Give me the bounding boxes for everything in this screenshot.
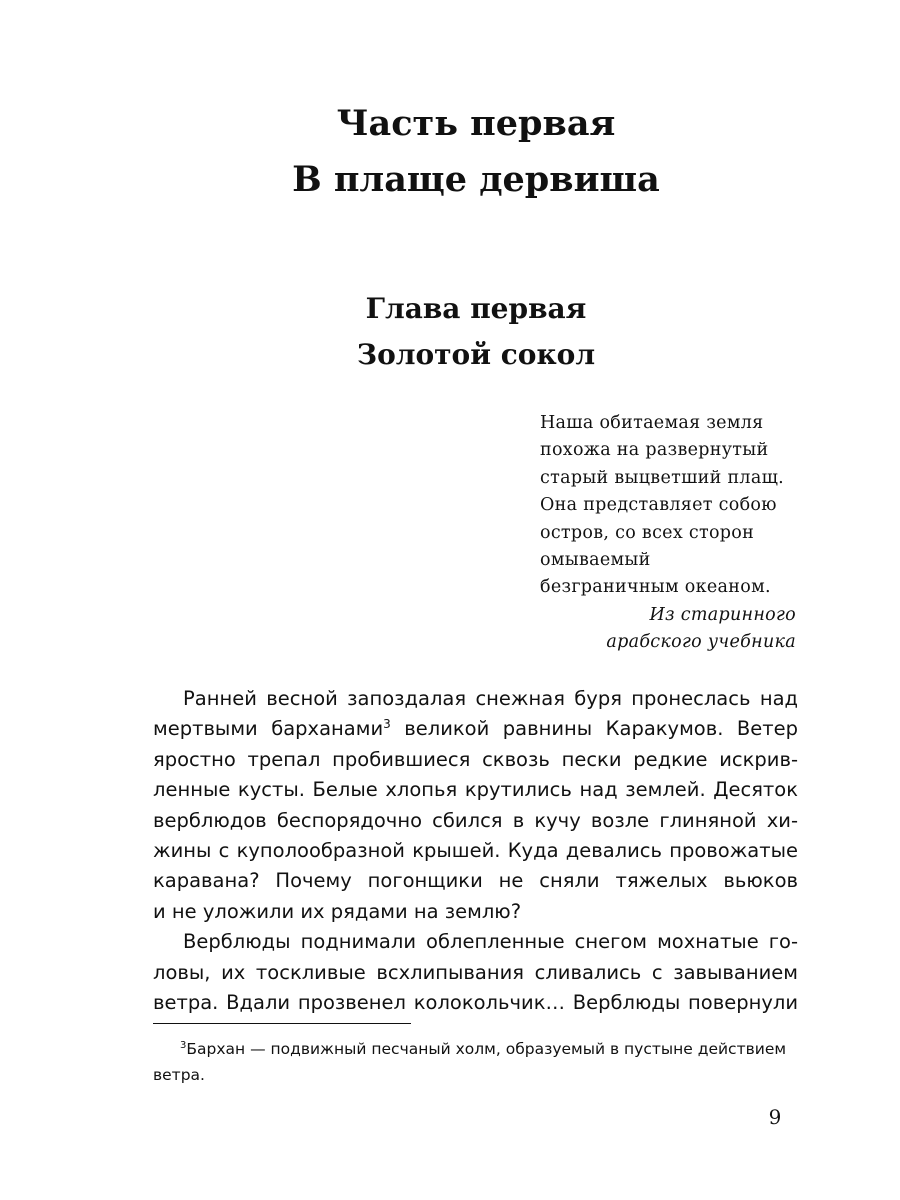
body-line: и не уложили их рядами на землю? — [153, 899, 522, 923]
footnote — [153, 1036, 801, 1088]
part-title-line-1: Часть первая — [336, 103, 616, 144]
footnote-line-2: ветра. — [153, 1066, 205, 1084]
epigraph-line: старый выцветший плащ. — [540, 467, 785, 488]
body-line: жины с куполообразной крышей. Куда девались провожатые — [153, 839, 798, 863]
footnote-divider — [153, 1023, 411, 1024]
epigraph-line: остров, со всех сторон — [540, 522, 755, 543]
epigraph-source-line-2: арабского учебника — [606, 632, 796, 653]
page-number: 9 — [768, 1105, 782, 1129]
body-line — [153, 714, 798, 744]
part-title-line-2: В плаще дервиша — [292, 159, 660, 200]
epigraph-line: Наша обитаемая земля — [540, 413, 764, 433]
body-line-part: мертвыми барханами — [153, 717, 384, 741]
footnote-line-1 — [153, 1036, 801, 1062]
chapter-title-line-1: Глава первая — [365, 292, 587, 325]
epigraph-line: похожа на развернутый — [540, 440, 769, 461]
body-line: верблюдов беспорядочно сбился в кучу возле глиняной хи- — [153, 808, 798, 832]
footnote-reference[interactable]: 3 — [383, 717, 391, 732]
epigraph — [540, 410, 802, 657]
footnote-text: Бархан — подвижный песчаный холм, образуемый в пустыне действием — [186, 1040, 787, 1058]
body-line: ловы, их тоскливые всхлипывания сливались с завыванием — [153, 960, 798, 984]
epigraph-line: безграничным океаном. — [540, 577, 771, 598]
footnote-marker: 3 — [180, 1040, 187, 1051]
epigraph-source-line-1: Из старинного — [649, 604, 796, 625]
chapter-title-line-2: Золотой сокол — [356, 338, 596, 371]
body-line: ленные кусты. Белые хлопья крутились над землей. Десяток — [153, 778, 798, 802]
chapter-title — [0, 286, 900, 378]
body-line: Верблюды поднимали облепленные снегом мохнатые го- — [183, 930, 798, 954]
body-line: каравана? Почему погонщики не сняли тяжелых вьюков — [153, 869, 798, 893]
epigraph-line: Она представляет собою — [540, 495, 777, 516]
body-line-part: великой равнины Каракумов. Ветер — [404, 717, 799, 741]
part-title — [0, 96, 900, 208]
body-text — [153, 684, 798, 1018]
body-line: ветра. Вдали прозвенел колокольчик… Верблюды повернули — [153, 991, 798, 1015]
body-line: Ранней весной запоздалая снежная буря пронеслась над — [183, 687, 798, 710]
body-line: яростно трепал пробившиеся сквозь пески редкие искрив- — [153, 747, 798, 771]
epigraph-line: омываемый — [540, 550, 651, 571]
